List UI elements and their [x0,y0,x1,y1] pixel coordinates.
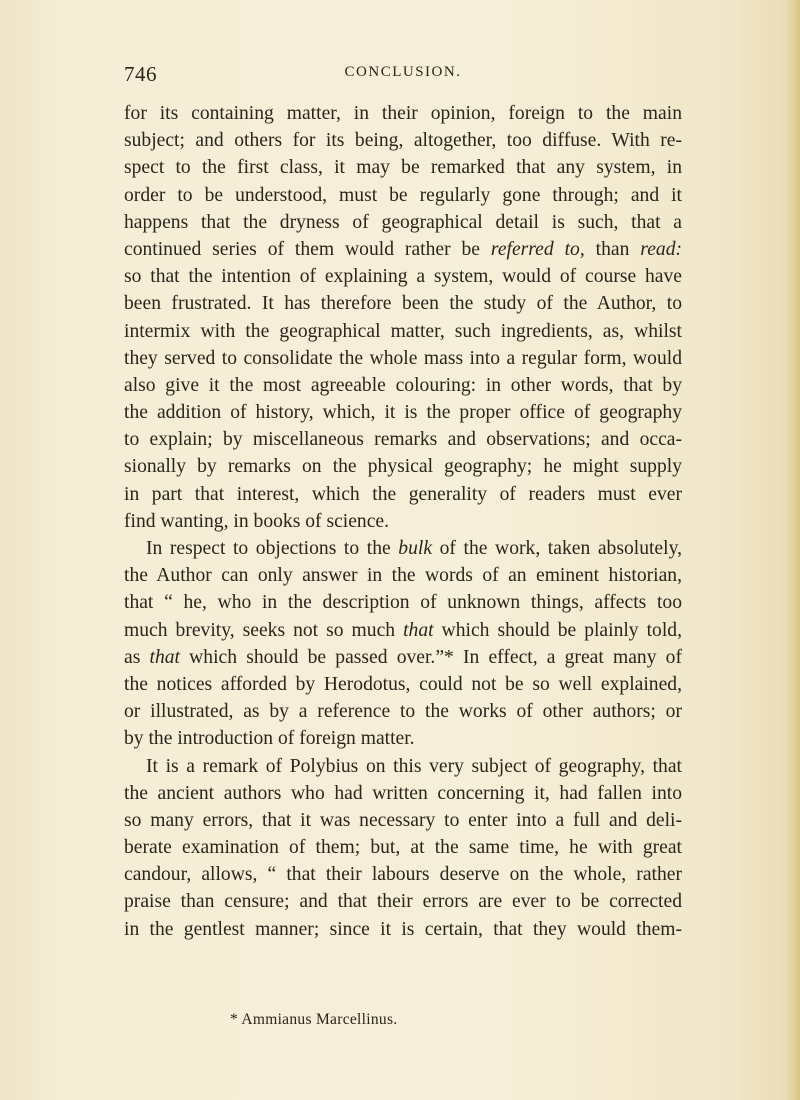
text-line [124,508,682,535]
text-line [124,127,682,154]
text-line [124,698,682,725]
italic-text: bulk [398,538,433,559]
text-line [124,834,682,861]
text-segment: happens that the dryness of geographical detail is such, that a [124,211,682,233]
text-line [124,617,682,644]
running-head: CONCLUSION. [344,64,462,80]
text-segment: so that the intention of explaining a system, would of course have [124,266,682,288]
footnote: * Ammianus Marcellinus. [230,1011,398,1028]
text-segment: continued series of them would rather be [124,238,491,260]
text-segment: which should be plainly told, [433,619,682,641]
text-segment: the notices afforded by Herodotus, could not be so well explained, [124,673,682,695]
text-segment: order to be understood, must be regularly gone through; and it [124,184,682,206]
text-segment: to explain; by miscellaneous remarks and observations; and occa- [124,429,682,451]
body-text [124,100,682,943]
text-line [124,888,682,915]
text-segment: so many errors, that it was necessary to enter into a full and deli- [124,809,682,831]
text-segment: the ancient authors who had written concerning it, had fallen into [124,782,682,804]
text-line [124,535,682,562]
page-number: 746 [124,62,157,86]
text-segment: they served to consolidate the whole mass into a regular form, would [124,347,682,369]
text-line [124,100,682,127]
text-line [124,318,682,345]
text-line [124,426,682,453]
text-segment: in the gentlest manner; since it is certain, that they would them- [124,918,682,940]
text-segment: the addition of history, which, it is the proper office of geography [124,402,682,424]
text-line [124,236,682,263]
text-segment: In respect to objections to the [146,538,399,559]
text-segment: than [584,238,641,260]
text-segment: in part that interest, which the generality of readers must ever [124,483,682,505]
text-segment: the Author can only answer in the words of an eminent historian, [124,565,682,587]
text-segment: also give it the most agreeable colouring: in other words, that by [124,374,682,396]
italic-text: referred to, [490,238,585,260]
text-segment: of the work, taken absolutely, [432,538,682,559]
text-line [124,182,682,209]
text-segment: It is a remark of Polybius on this very subject of geography, that [146,755,682,777]
text-line [124,916,682,943]
text-line [124,481,682,508]
text-segment: for its containing matter, in their opinion, foreign to the main [124,103,682,124]
text-segment: that “ he, who in the description of unknown things, affects too [124,592,682,614]
text-line [124,399,682,426]
text-segment: sionally by remarks on the physical geography; he might supply [124,456,682,478]
text-line [124,290,682,317]
text-line [124,644,682,671]
text-line [124,562,682,589]
text-segment: as [124,646,150,668]
text-segment: find wanting, in books of science. [124,510,390,532]
italic-text: that [149,646,180,668]
text-segment: which should be passed over.”* In effect, a great many of [179,646,682,668]
text-segment: berate examination of them; but, at the same time, he with great [124,837,682,859]
text-line [124,589,682,616]
text-line [124,209,682,236]
text-line [124,861,682,888]
text-segment: praise than censure; and that their errors are ever to be corrected [124,891,682,913]
text-segment: been frustrated. It has therefore been the study of the Author, to [124,293,682,315]
text-line [124,671,682,698]
text-segment: or illustrated, as by a reference to the works of other authors; or [124,701,682,723]
text-segment: much brevity, seeks not so much [124,619,404,641]
text-segment: spect to the first class, it may be remarked that any system, in [124,157,682,179]
text-segment: candour, allows, “ that their labours deserve on the whole, rather [124,864,682,886]
text-segment: intermix with the geographical matter, such ingredients, as, whilst [124,320,682,342]
text-line [124,263,682,290]
text-line [124,807,682,834]
text-line [124,154,682,181]
text-segment: subject; and others for its being, altogether, too diffuse. With re- [124,130,682,152]
italic-text: that [403,619,434,641]
italic-text: read: [640,238,683,260]
text-segment: by the introduction of foreign matter. [124,728,415,750]
page-edge [786,0,800,1100]
text-line [124,780,682,807]
text-line [124,345,682,372]
text-line [124,753,682,780]
page-header [124,62,682,92]
text-line [124,372,682,399]
text-line [124,725,682,752]
text-line [124,453,682,480]
